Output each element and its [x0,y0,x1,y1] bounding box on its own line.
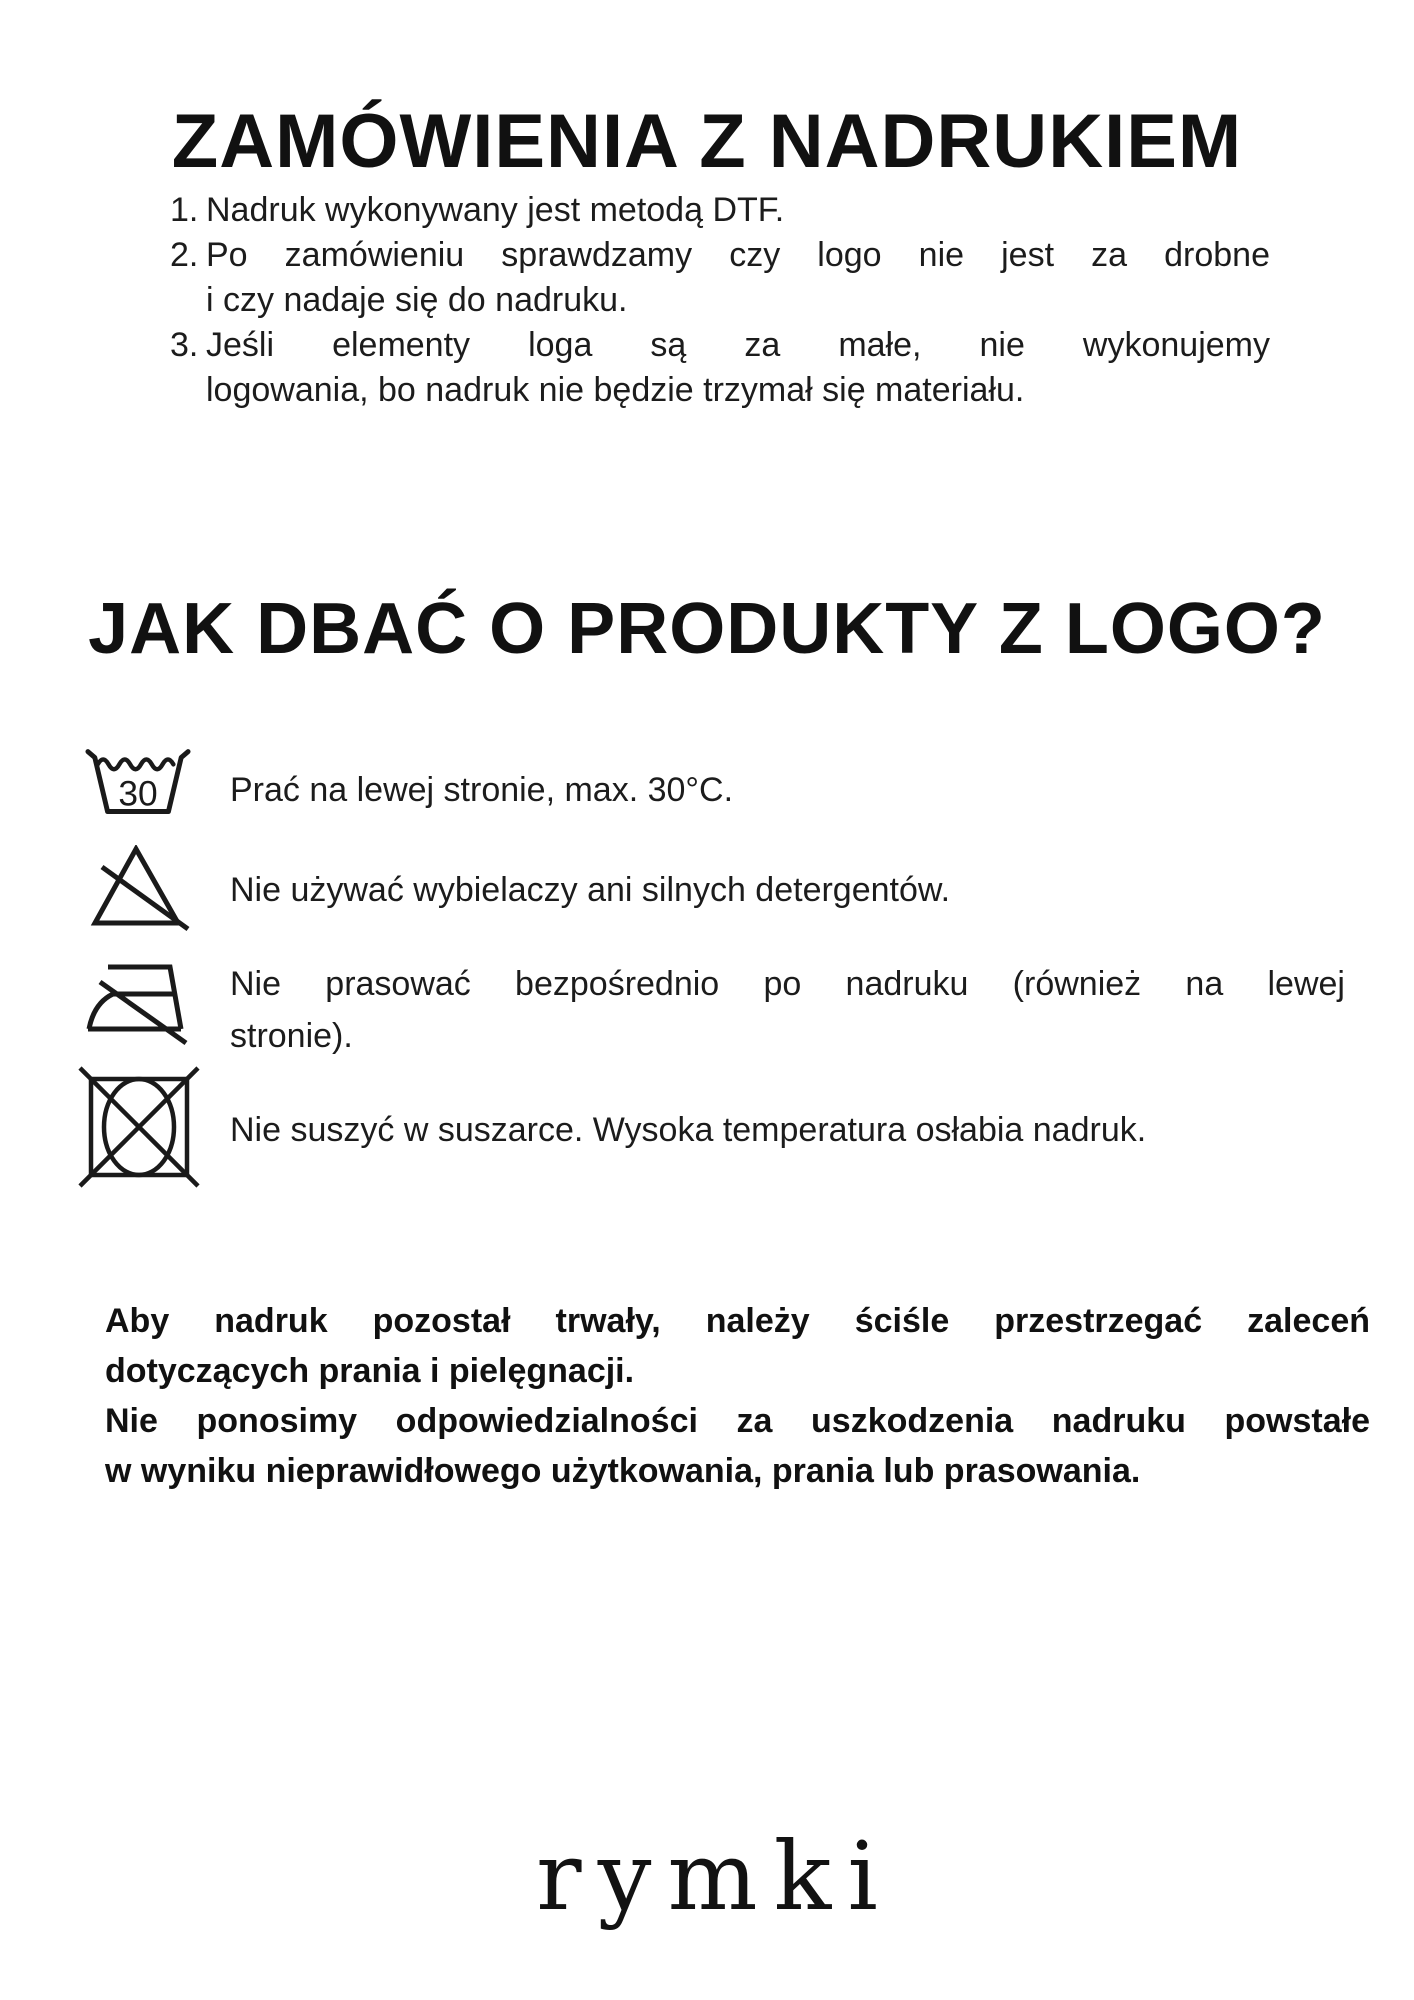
wash-30-icon [83,748,193,820]
page-title: ZAMÓWIENIA Z NADRUKIEM [171,99,1243,184]
list-item [170,188,1270,233]
list-item-text: Po zamówieniu sprawdzamy czy logo nie jest za drobne i czy nadaje się do nadruku. [206,236,1270,319]
list-item-text: Nadruk wykonywany jest metodą DTF. [206,191,785,229]
list-item-number: 2. [170,236,199,274]
no-iron-icon [86,963,190,1047]
list-item-number: 3. [170,326,199,364]
care-instruction: Nie prasować bezpośrednio po nadruku (również na lewej stronie). [230,965,1345,1055]
care-instruction: Prać na lewej stronie, max. 30°C. [230,770,734,809]
brand-logo: rymki [536,1822,894,1932]
wash-temperature-label: 30 [118,774,158,814]
list-item-number: 1. [170,191,199,229]
durability-disclaimer: Aby nadruk pozostał trwały, należy ściśle przestrzegać zaleceń dotyczących prania i pielęgnacji. Nie ponosimy odpowiedzialności za uszkodzenia nadruku powstałe w wyniku nieprawidłowego użytkowania, prania lub prasowania. [105,1302,1370,1490]
list-item-text: Jeśli elementy loga są za małe, nie wykonujemy logowania, bo nadruk nie będzie trzymał się materiału. [206,326,1270,409]
care-instruction: Nie używać wybielaczy ani silnych detergentów. [230,870,951,909]
no-tumble-dry-icon [76,1064,202,1190]
no-bleach-icon [88,845,192,933]
list-item [170,233,1270,323]
list-item [170,323,1270,413]
section-title: JAK DBAĆ O PRODUKTY Z LOGO? [88,589,1326,669]
care-instruction: Nie suszyć w suszarce. Wysoka temperatura osłabia nadruk. [230,1110,1147,1149]
order-instructions-list [170,188,1270,413]
